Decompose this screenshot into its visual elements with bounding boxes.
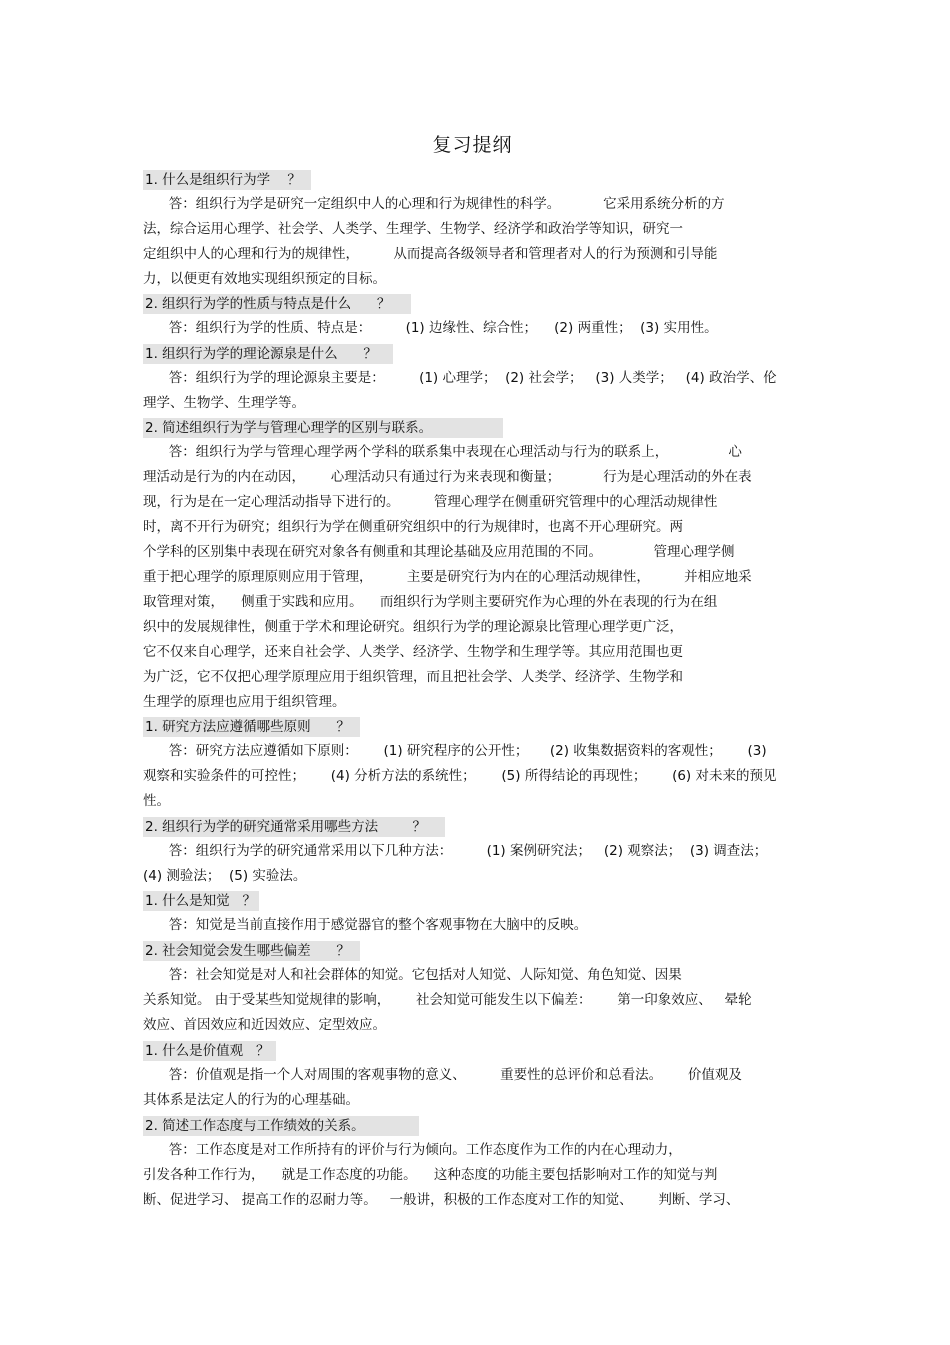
answer-line: 答：组织行为学的研究通常采用以下几种方法： (1) 案例研究法； (2) 观察法； (3) 调查法；: [143, 843, 768, 859]
answer-line: 答：社会知觉是对人和社会群体的知觉。它包括对人知觉、人际知觉、角色知觉、因果: [143, 967, 682, 983]
answer-line: 引发各种工作行为， 就是工作态度的功能。 这种态度的功能主要包括影响对工作的知觉与判: [143, 1167, 718, 1183]
answer-line: 答：组织行为学是研究一定组织中人的心理和行为规律性的科学。 它采用系统分析的方: [143, 196, 725, 212]
answer-paragraph: [143, 440, 808, 715]
question-heading: 2. 社会知觉会发生哪些偏差 ？: [143, 941, 360, 961]
question-heading: 1. 组织行为学的理论源泉是什么 ？: [143, 344, 393, 364]
answer-paragraph: [143, 839, 808, 889]
question-heading: 2. 组织行为学的性质与特点是什么 ？: [143, 294, 411, 314]
answer-paragraph: [143, 913, 808, 938]
answer-paragraph: [143, 963, 808, 1038]
answer-line: 为广泛，它不仅把心理学原理应用于组织管理，而且把社会学、人类学、经济学、生物学和: [143, 669, 683, 685]
document-title: 复习提纲: [432, 134, 513, 156]
answer-line: 它不仅来自心理学，还来自社会学、人类学、经济学、生物学和生理学等。其应用范围也更: [143, 644, 683, 660]
answer-paragraph: [143, 366, 808, 416]
answer-line: 断、促进学习、 提高工作的忍耐力等。 一般讲，积极的工作态度对工作的知觉、 判断、学习、: [143, 1192, 740, 1208]
question-heading: 1. 什么是知觉 ？: [143, 891, 259, 911]
answer-line: 关系知觉。 由于受某些知觉规律的影响， 社会知觉可能发生以下偏差： 第一印象效应、 晕轮: [143, 992, 752, 1008]
answer-paragraph: [143, 739, 808, 814]
answer-line: 生理学的原理也应用于组织管理。: [143, 694, 346, 710]
answer-line: (4) 测验法； (5) 实验法。: [143, 868, 307, 884]
answer-line: 力，以便更有效地实现组织预定的目标。: [143, 271, 386, 287]
answer-paragraph: [143, 192, 808, 292]
answer-line: 定组织中人的心理和行为的规律性， 从而提高各级领导者和管理者对人的行为预测和引导能: [143, 246, 718, 262]
answer-line: 观察和实验条件的可控性； (4) 分析方法的系统性； (5) 所得结论的再现性； (6) 对未来的预见: [143, 768, 777, 784]
question-heading: 2. 组织行为学的研究通常采用哪些方法 ？: [143, 817, 445, 837]
answer-line: 理学、生物学、生理学等。: [143, 395, 305, 411]
answer-line: 理活动是行为的内在动因， 心理活动只有通过行为来表现和衡量； 行为是心理活动的外在表: [143, 469, 752, 485]
answer-line: 答：研究方法应遵循如下原则： (1) 研究程序的公开性； (2) 收集数据资料的客观性； (3): [143, 743, 767, 759]
answer-line: 取管理对策， 侧重于实践和应用。 而组织行为学则主要研究作为心理的外在表现的行为在组: [143, 594, 718, 610]
question-heading: 2. 简述工作态度与工作绩效的关系。: [143, 1116, 419, 1136]
answer-line: 答：组织行为学的性质、特点是： (1) 边缘性、综合性； (2) 两重性； (3) 实用性。: [143, 320, 718, 336]
answer-paragraph: [143, 1138, 808, 1213]
answer-line: 答：工作态度是对工作所持有的评价与行为倾向。工作态度作为工作的内在心理动力，: [143, 1142, 682, 1158]
question-heading: 2. 简述组织行为学与管理心理学的区别与联系。: [143, 418, 503, 438]
answer-paragraph: [143, 1063, 808, 1113]
question-heading: 1. 研究方法应遵循哪些原则 ？: [143, 717, 360, 737]
answer-line: 重于把心理学的原理原则应用于管理， 主要是研究行为内在的心理活动规律性， 并相应地采: [143, 569, 752, 585]
answer-paragraph: [143, 316, 808, 341]
question-heading: 1. 什么是价值观 ？: [143, 1041, 276, 1061]
answer-line: 答：知觉是当前直接作用于感觉器官的整个客观事物在大脑中的反映。: [143, 917, 588, 933]
answer-line: 答：组织行为学与管理心理学两个学科的联系集中表现在心理活动与行为的联系上， 心: [143, 444, 742, 460]
answer-line: 性。: [143, 793, 170, 809]
answer-line: 效应、首因效应和近因效应、定型效应。: [143, 1017, 386, 1033]
answer-line: 答：价值观是指一个人对周围的客观事物的意义、 重要性的总评价和总看法。 价值观及: [143, 1067, 742, 1083]
question-heading: 1. 什么是组织行为学 ？: [143, 170, 311, 190]
answer-line: 现，行为是在一定心理活动指导下进行的。 管理心理学在侧重研究管理中的心理活动规律性: [143, 494, 718, 510]
answer-line: 答：组织行为学的理论源泉主要是： (1) 心理学； (2) 社会学； (3) 人类学； (4) 政治学、伦: [143, 370, 777, 386]
answer-line: 个学科的区别集中表现在研究对象各有侧重和其理论基础及应用范围的不同。 管理心理学侧: [143, 544, 735, 560]
answer-line: 织中的发展规律性，侧重于学术和理论研究。组织行为学的理论源泉比管理心理学更广泛，: [143, 619, 683, 635]
answer-line: 时，离不开行为研究；组织行为学在侧重研究组织中的行为规律时，也离不开心理研究。两: [143, 519, 683, 535]
answer-line: 其体系是法定人的行为的心理基础。: [143, 1092, 359, 1108]
answer-line: 法，综合运用心理学、社会学、人类学、生理学、生物学、经济学和政治学等知识，研究一: [143, 221, 683, 237]
